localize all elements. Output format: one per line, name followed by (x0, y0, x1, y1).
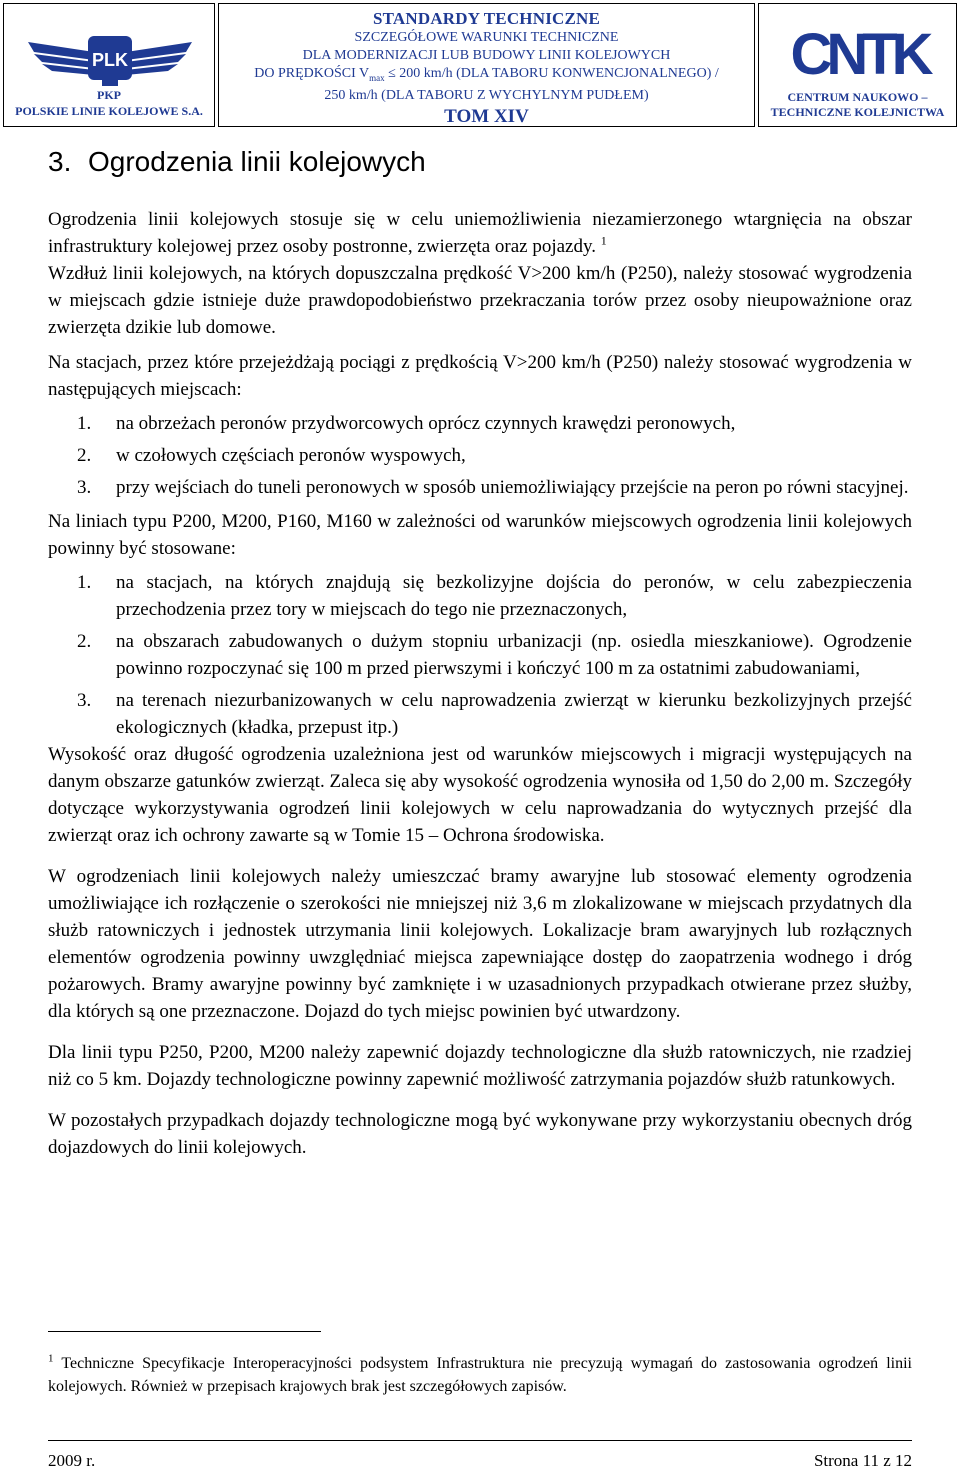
stations-list (48, 410, 912, 501)
section-number: 3. (48, 146, 72, 177)
standards-title: STANDARDY TECHNICZNE (372, 9, 601, 28)
vmax-subscript: max (369, 72, 385, 83)
section-heading (48, 140, 912, 184)
list-item (48, 410, 912, 437)
footnote-ref: 1 (600, 233, 607, 248)
list-item-number: 1. (77, 413, 92, 434)
page-number: Strona 11 z 12 (813, 1451, 912, 1470)
list-item-text: w czołowych częściach peronów wyspowych, (116, 445, 466, 466)
cntk-name-line-1: CENTRUM NAUKOWO – (787, 90, 928, 104)
org-full: POLSKIE LINIE KOLEJOWE S.A. (15, 104, 203, 118)
paragraph-3: Na stacjach, przez które przejeżdżają pociągi z prędkością V>200 km/h (P250) należy stosować wygrodzenia w następujących miejscach: (48, 352, 912, 400)
standards-line-1: SZCZEGÓŁOWE WARUNKI TECHNICZNE (354, 30, 619, 45)
list-item-text: przy wejściach do tuneli peronowych w sposób uniemożliwiający przejście na peron po równi stacyjnej. (116, 477, 909, 498)
footnote-mark: 1 (48, 1352, 54, 1365)
list-item-text: na stacjach, na których znajdują się bezkolizyjne dojścia do peronów, w celu zabezpieczenia przechodzenia przez tory w miejscach do tego nie przeznaczonych, (116, 572, 912, 620)
list-item-number: 2. (77, 631, 92, 652)
standards-line-2: DLA MODERNIZACJI LUB BUDOWY LINII KOLEJOWYCH (302, 48, 671, 63)
list-item-number: 3. (77, 690, 92, 711)
header-center-standards (218, 3, 755, 127)
paragraph-1-text: Ogrodzenia linii kolejowych stosuje się w celu uniemożliwienia niezamierzonego wtargnięcia na obszar infrastruktury kolejowej przez osoby postronne, zwierzęta oraz pojazdy. (48, 209, 912, 257)
cntk-name-line-2: TECHNICZNE KOLEJNICTWA (770, 105, 945, 119)
list-item (48, 569, 912, 623)
section-title: Ogrodzenia linii kolejowych (88, 146, 426, 177)
header-left-plk (3, 3, 215, 127)
plk-winged-logo-icon (24, 32, 196, 88)
standards-line-3a: DO PRĘDKOŚCI V (254, 66, 370, 81)
paragraph-2: Wzdłuż linii kolejowych, na których dopuszczalna prędkość V>200 km/h (P250), należy stosować wygrodzenia w miejscach gdzie istnieje duże prawdopodobieństwo przekraczania torów przez osoby nieupoważnione oraz zwierzęta dzikie lub domowe. (48, 263, 912, 338)
list-item-text: na obszarach zabudowanych o dużym stopniu urbanizacji (np. osiedla mieszkaniowe). Ogrodzenie powinno rozpoczynać się 100 m przed pierwszymi i kończyć 100 m za ostatnimi zabudowaniami, (116, 631, 912, 679)
paragraph-4: Na liniach typu P200, M200, P160, M160 w zależności od warunków miejscowych ogrodzenia linii kolejowych powinny być stosowane: (48, 511, 912, 559)
footnote-text: Techniczne Specyfikacje Interoperacyjności podsystem Infrastruktura nie precyzują wymagań do zastosowania ogrodzeń linii kolejowych. Również w przepisach krajowych brak jest szczegółowych zapisów. (48, 1355, 912, 1395)
paragraph-1 (48, 206, 912, 260)
list-item-number: 3. (77, 477, 92, 498)
list-item-text: na obrzeżach peronów przydworcowych oprócz czynnych krawędzi peronowych, (116, 413, 736, 434)
cntk-logo-icon (790, 12, 928, 87)
document-header (3, 3, 957, 127)
plk-logo-text: PLK (92, 50, 128, 70)
list-item (48, 628, 912, 682)
footnote (48, 1352, 912, 1398)
lines-list (48, 569, 912, 741)
list-item-number: 2. (77, 445, 92, 466)
header-right-cntk (758, 3, 957, 127)
org-short: PKP (97, 88, 121, 102)
paragraph-7: Dla linii typu P250, P200, M200 należy zapewnić dojazdy technologiczne dla służb ratowniczych, nie rzadziej niż co 5 km. Dojazdy technologiczne powinny zapewnić możliwość zatrzymania pojazdów służb ratunkowych. (48, 1042, 912, 1090)
list-item (48, 687, 912, 741)
standards-line-4: 250 km/h (DLA TABORU Z WYCHYLNYM PUDŁEM) (324, 87, 649, 103)
list-item-text: na terenach niezurbanizowanych w celu naprowadzenia zwierząt w kierunku bezkolizyjnych przejść ekologicznych (kładka, przepust itp.) (116, 690, 912, 738)
footnote-separator (48, 1331, 321, 1332)
standards-line-3 (219, 65, 754, 87)
list-item (48, 442, 912, 469)
page-footer (48, 1440, 912, 1470)
list-item-number: 1. (77, 572, 92, 593)
cntk-logo-text: CNTK (790, 22, 928, 87)
tom-label: TOM XIV (444, 105, 529, 127)
list-item (48, 474, 912, 501)
document-body (48, 140, 912, 1161)
standards-line-3b: ≤ 200 km/h (DLA TABORU KONWENCJONALNEGO) / (384, 66, 719, 81)
paragraph-6: W ogrodzeniach linii kolejowych należy umieszczać bramy awaryjne lub stosować elementy ogrodzenia umożliwiające ich rozłączenie o szerokości nie mniejszej niż 3,6 m zlokalizowane w miejscach przydatnych dla służb ratowniczych i jednostek utrzymania linii kolejowych. Lokalizacje bram awaryjnych lub rozłącznych elementów ogrodzenia powinny uwzględniać miejsca zapewniające dostęp do zaopatrzenia wodnego i dróg pożarowych. Bramy awaryjne powinny być zamknięte i w uzasadnionych przypadkach otwierane przez służby, dla których są one przeznaczone. Dojazd do tych miejsc powinien być utwardzony. (48, 866, 912, 1022)
paragraph-8: W pozostałych przypadkach dojazdy technologiczne mogą być wykonywane przy wykorzystaniu obecnych dróg dojazdowych do linii kolejowych. (48, 1110, 912, 1158)
paragraph-5: Wysokość oraz długość ogrodzenia uzależniona jest od warunków miejscowych i migracji występujących na danym obszarze gatunków zwierząt. Zaleca się aby wysokość ogrodzenia wynosiła od 1,50 do 2,00 m. Szczegóły dotyczące wykorzystywania ogrodzeń linii kolejowych w celu naprowadzania do wytycznych przejść dla zwierząt oraz ich ochrony zawarte są w Tomie 15 – Ochrona środowiska. (48, 744, 912, 846)
footer-year: 2009 r. (48, 1451, 96, 1470)
